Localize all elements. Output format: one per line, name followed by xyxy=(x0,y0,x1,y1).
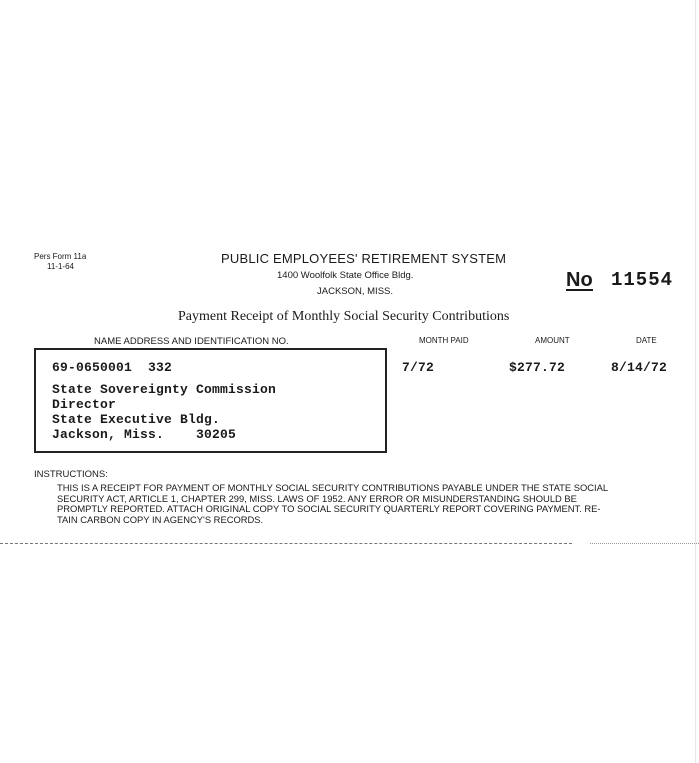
instructions-line: SECURITY ACT, ARTICLE 1, CHAPTER 299, MISS. LAWS OF 1952. ANY ERROR OR MISUNDERSTANDING SHOULD BE xyxy=(57,493,577,504)
instructions-heading: INSTRUCTIONS: xyxy=(34,469,108,480)
receipt-title: Payment Receipt of Monthly Social Security Contributions xyxy=(178,309,510,324)
page-edge xyxy=(695,0,696,763)
tear-line xyxy=(0,543,572,544)
address-line-3: State Executive Bldg. xyxy=(52,412,221,427)
instructions-line: THIS IS A RECEIPT FOR PAYMENT OF MONTHLY SOCIAL SECURITY CONTRIBUTIONS PAYABLE UNDER THE STATE SOCIAL xyxy=(57,483,609,493)
office-city: JACKSON, MISS. xyxy=(317,286,394,297)
form-id: Pers Form 11a xyxy=(34,252,87,261)
number-prefix xyxy=(566,269,593,292)
instructions-line: TAIN CARBON COPY IN AGENCY'S RECORDS. xyxy=(57,514,264,525)
identification-number: 69-0650001 xyxy=(52,360,133,375)
address-line-4: Jackson, Miss. 30205 xyxy=(52,427,237,442)
amount-value: $277.72 xyxy=(509,360,566,375)
address-line-1: State Sovereignty Commission xyxy=(52,382,277,397)
column-name-address: NAME ADDRESS AND IDENTIFICATION NO. xyxy=(94,336,289,347)
tear-line-end xyxy=(590,543,699,544)
form-date: 11-1-64 xyxy=(47,262,74,271)
month-paid-value: 7/72 xyxy=(402,360,435,375)
instructions-line: PROMPTLY REPORTED. ATTACH ORIGINAL COPY TO SOCIAL SECURITY QUARTERLY REPORT COVERING PAYMENT. RE- xyxy=(57,504,601,515)
office-address: 1400 Woolfolk State Office Bldg. xyxy=(277,270,414,281)
column-month-paid: MONTH PAID xyxy=(419,336,469,345)
agency-code: 332 xyxy=(148,360,173,375)
date-value: 8/14/72 xyxy=(611,360,668,375)
instructions-text xyxy=(57,483,697,525)
number-prefix-text: No xyxy=(566,269,593,291)
org-title: PUBLIC EMPLOYEES' RETIREMENT SYSTEM xyxy=(221,251,507,266)
column-amount: AMOUNT xyxy=(535,336,570,345)
column-date: DATE xyxy=(636,336,657,345)
address-line-2: Director xyxy=(52,397,117,412)
receipt-number: 11554 xyxy=(611,269,674,291)
